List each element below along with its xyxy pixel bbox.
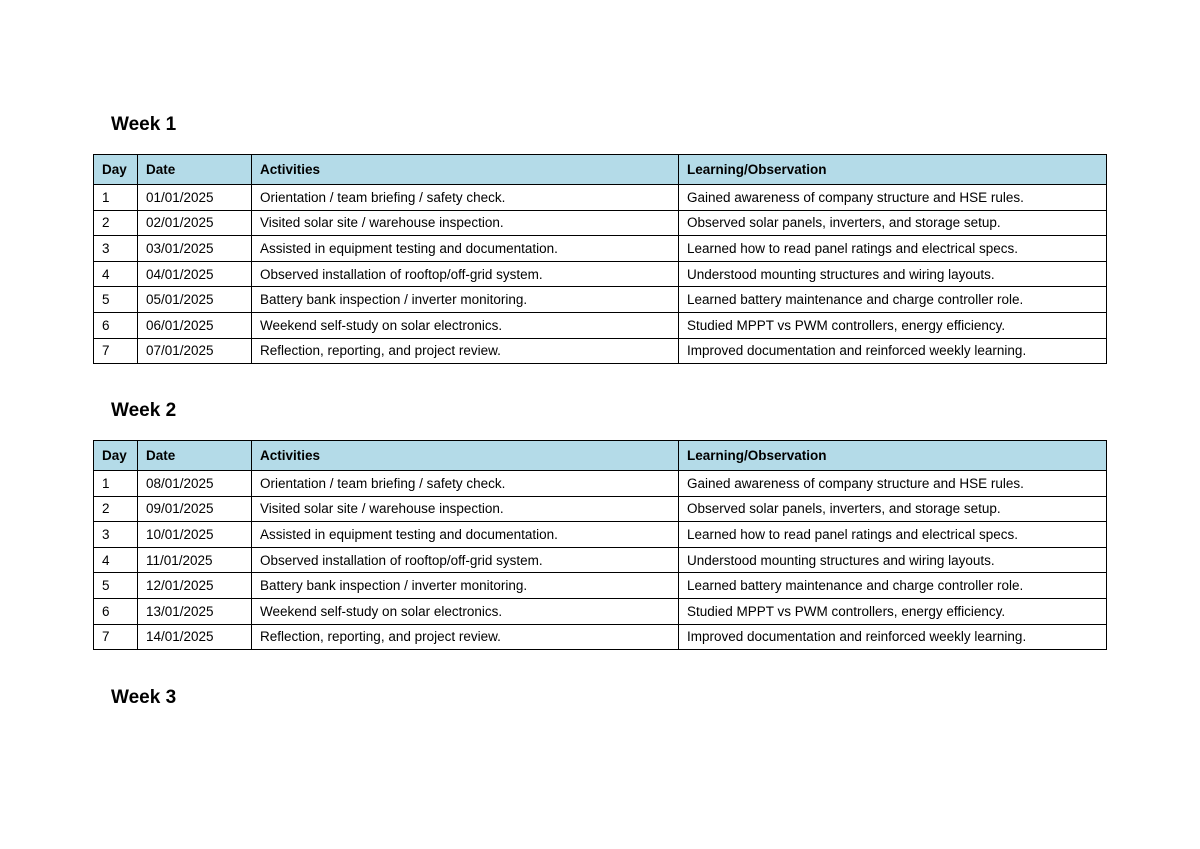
cell-learning: Understood mounting structures and wiring layouts. [679, 547, 1107, 573]
cell-day: 1 [94, 471, 138, 497]
cell-date: 09/01/2025 [138, 496, 252, 522]
cell-activities: Orientation / team briefing / safety check. [252, 471, 679, 497]
table-header-row [94, 155, 1107, 185]
header-learning: Learning/Observation [679, 441, 1107, 471]
week-1-table [93, 154, 1107, 364]
table-row [94, 522, 1107, 548]
cell-activities: Assisted in equipment testing and documentation. [252, 236, 679, 262]
cell-activities: Visited solar site / warehouse inspection. [252, 496, 679, 522]
cell-day: 2 [94, 210, 138, 236]
cell-activities: Battery bank inspection / inverter monitoring. [252, 287, 679, 313]
cell-date: 03/01/2025 [138, 236, 252, 262]
cell-learning: Understood mounting structures and wiring layouts. [679, 261, 1107, 287]
cell-date: 08/01/2025 [138, 471, 252, 497]
table-row [94, 573, 1107, 599]
cell-activities: Reflection, reporting, and project review. [252, 624, 679, 650]
cell-learning: Learned battery maintenance and charge controller role. [679, 287, 1107, 313]
cell-day: 5 [94, 287, 138, 313]
week-2-heading: Week 2 [111, 400, 177, 421]
cell-day: 1 [94, 185, 138, 211]
table-row [94, 471, 1107, 497]
header-activities: Activities [252, 441, 679, 471]
cell-date: 13/01/2025 [138, 598, 252, 624]
table-row [94, 624, 1107, 650]
cell-learning: Learned battery maintenance and charge controller role. [679, 573, 1107, 599]
cell-activities: Battery bank inspection / inverter monitoring. [252, 573, 679, 599]
cell-activities: Weekend self-study on solar electronics. [252, 598, 679, 624]
cell-day: 7 [94, 338, 138, 364]
cell-day: 4 [94, 547, 138, 573]
table-row [94, 210, 1107, 236]
header-learning: Learning/Observation [679, 155, 1107, 185]
week-2-table [93, 440, 1107, 650]
cell-day: 3 [94, 236, 138, 262]
cell-learning: Learned how to read panel ratings and electrical specs. [679, 236, 1107, 262]
week-1-heading: Week 1 [111, 114, 177, 135]
cell-activities: Observed installation of rooftop/off-grid system. [252, 547, 679, 573]
cell-learning: Improved documentation and reinforced weekly learning. [679, 624, 1107, 650]
header-day: Day [94, 441, 138, 471]
cell-date: 01/01/2025 [138, 185, 252, 211]
table-row [94, 496, 1107, 522]
cell-day: 5 [94, 573, 138, 599]
cell-activities: Assisted in equipment testing and documentation. [252, 522, 679, 548]
cell-activities: Visited solar site / warehouse inspection. [252, 210, 679, 236]
cell-learning: Improved documentation and reinforced weekly learning. [679, 338, 1107, 364]
cell-day: 7 [94, 624, 138, 650]
header-date: Date [138, 441, 252, 471]
cell-day: 3 [94, 522, 138, 548]
cell-date: 14/01/2025 [138, 624, 252, 650]
table-row [94, 185, 1107, 211]
cell-learning: Studied MPPT vs PWM controllers, energy efficiency. [679, 598, 1107, 624]
cell-activities: Orientation / team briefing / safety check. [252, 185, 679, 211]
table-row [94, 287, 1107, 313]
cell-learning: Learned how to read panel ratings and electrical specs. [679, 522, 1107, 548]
header-activities: Activities [252, 155, 679, 185]
cell-activities: Observed installation of rooftop/off-grid system. [252, 261, 679, 287]
cell-day: 6 [94, 312, 138, 338]
table-row [94, 236, 1107, 262]
table-row [94, 547, 1107, 573]
cell-learning: Gained awareness of company structure and HSE rules. [679, 185, 1107, 211]
cell-learning: Studied MPPT vs PWM controllers, energy efficiency. [679, 312, 1107, 338]
table-row [94, 312, 1107, 338]
table-row [94, 338, 1107, 364]
table-row [94, 598, 1107, 624]
cell-activities: Weekend self-study on solar electronics. [252, 312, 679, 338]
table-row [94, 261, 1107, 287]
cell-date: 04/01/2025 [138, 261, 252, 287]
cell-day: 6 [94, 598, 138, 624]
table-header-row [94, 441, 1107, 471]
cell-activities: Reflection, reporting, and project review. [252, 338, 679, 364]
cell-learning: Observed solar panels, inverters, and storage setup. [679, 496, 1107, 522]
header-day: Day [94, 155, 138, 185]
header-date: Date [138, 155, 252, 185]
cell-date: 10/01/2025 [138, 522, 252, 548]
cell-date: 12/01/2025 [138, 573, 252, 599]
cell-day: 4 [94, 261, 138, 287]
cell-date: 05/01/2025 [138, 287, 252, 313]
cell-date: 11/01/2025 [138, 547, 252, 573]
cell-learning: Gained awareness of company structure and HSE rules. [679, 471, 1107, 497]
cell-date: 06/01/2025 [138, 312, 252, 338]
cell-date: 07/01/2025 [138, 338, 252, 364]
cell-learning: Observed solar panels, inverters, and storage setup. [679, 210, 1107, 236]
cell-day: 2 [94, 496, 138, 522]
cell-date: 02/01/2025 [138, 210, 252, 236]
week-3-heading: Week 3 [111, 687, 177, 708]
